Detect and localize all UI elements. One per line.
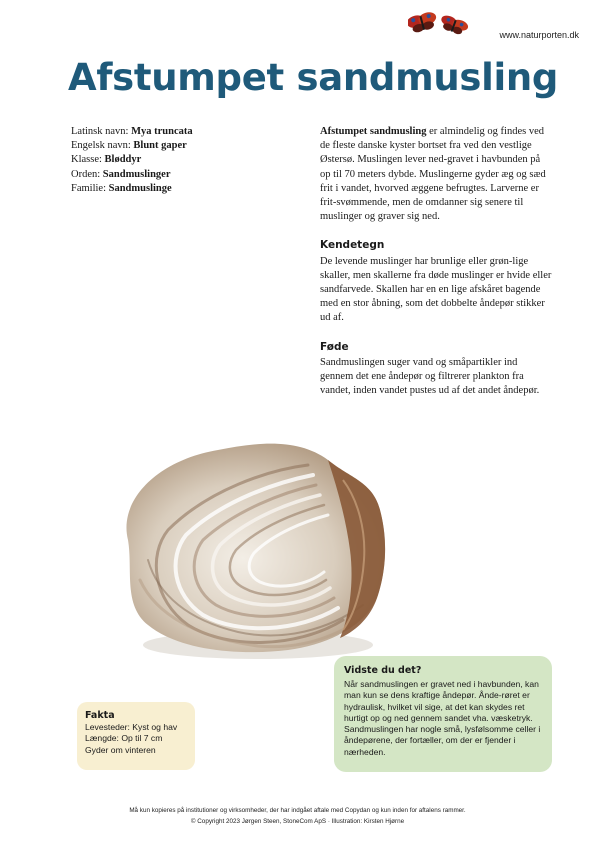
- footer-license: Må kun kopieres på institutioner og virksomheder, der har indgået aftale med Copydan og kun inden for aftalens rammer.: [129, 807, 466, 814]
- footer-copyright: © Copyright 2023 Jørgen Steen, StoneCom ApS · Illustration: Kirsten Hjørne: [190, 817, 405, 825]
- did-you-know-box: [334, 656, 552, 772]
- intro-bold: Afstumpet sandmusling: [320, 126, 427, 137]
- page-title: Afstumpet sandmusling: [68, 56, 559, 99]
- taxonomy-row-english: [71, 139, 291, 153]
- section-text-foede: Sandmuslingen suger vand og småpartikler ind gennem det ene åndерør og filtrerer plankton fra vandet, inden vandet pustes ud af det andet åndерør.: [320, 356, 540, 397]
- section-heading-kendetegn: Kendetegn: [320, 239, 385, 252]
- intro-paragraph: [320, 125, 552, 224]
- taxonomy-row-class: [71, 153, 291, 167]
- section-heading-foede: Føde: [320, 340, 349, 353]
- fakta-box: [77, 702, 195, 770]
- taxonomy-list: [71, 125, 291, 196]
- taxonomy-label: Klasse:: [71, 154, 105, 166]
- taxonomy-row-latin: [71, 125, 291, 139]
- did-you-know-text: Når sandmuslingen er gravet ned i havbunden, kan man kun se dens kraftige åndерør. Ånde-røret er hydraulisk, hvilket vil sige, at det kan skydes ret hurtigt op og ned gennem sandet vha. væsketryk. Sandmuslingen har nogle små, lysfølsomme celler i åndерørene, der fortæller, om der er fjender i nærheden.: [344, 679, 541, 757]
- taxonomy-row-order: [71, 168, 291, 182]
- fakta-title: Fakta: [85, 710, 115, 721]
- taxonomy-label: Engelsk navn:: [71, 140, 134, 152]
- fakta-line: Gyder om vinteren: [85, 744, 156, 755]
- taxonomy-value: Sandmuslinge: [108, 182, 172, 194]
- taxonomy-label: Familie:: [71, 182, 109, 194]
- site-url-link[interactable]: www.naturporten.dk: [499, 30, 579, 40]
- section-text-kendetegn: De levende muslinger har brunlige eller grøn-lige skaller, men skallerne fra døde muslinger er hvide eller sandfarvede. Skallen har en en lige afskåret bagende med en stor åbning, som det dobbelte åndерør stikker ud af.: [320, 255, 552, 324]
- fakta-line: Levesteder: Kyst og hav: [85, 722, 178, 732]
- taxonomy-row-family: [71, 182, 291, 196]
- butterfly-icon: [408, 8, 470, 40]
- taxonomy-label: Latinsk navn:: [71, 126, 132, 137]
- intro-text: er almindelig og findes ved de fleste danske kyster bortset fra ved den vestlige Østersø. Muslingen lever ned-gravet i havbunden på op til 70 meters dybde. Muslingerne gyder æg og sæd frit i vandet, hvorved æggene befrugtes. Larverne er frit-svømmende, men de omdanner sig senere til muslinger og graver sig ned.: [320, 126, 546, 223]
- body-text: [320, 125, 552, 398]
- taxonomy-value: Mya truncata: [131, 126, 193, 137]
- taxonomy-value: Bløddyr: [104, 154, 142, 166]
- did-you-know-title: Vidste du det?: [344, 665, 422, 676]
- fakta-line: Længde: Op til 7 cm: [85, 733, 163, 744]
- taxonomy-label: Orden:: [71, 168, 103, 180]
- shell-illustration: [88, 420, 393, 665]
- taxonomy-value: Blunt gaper: [133, 140, 187, 152]
- footer: [0, 806, 595, 827]
- taxonomy-value: Sandmuslinger: [102, 168, 171, 180]
